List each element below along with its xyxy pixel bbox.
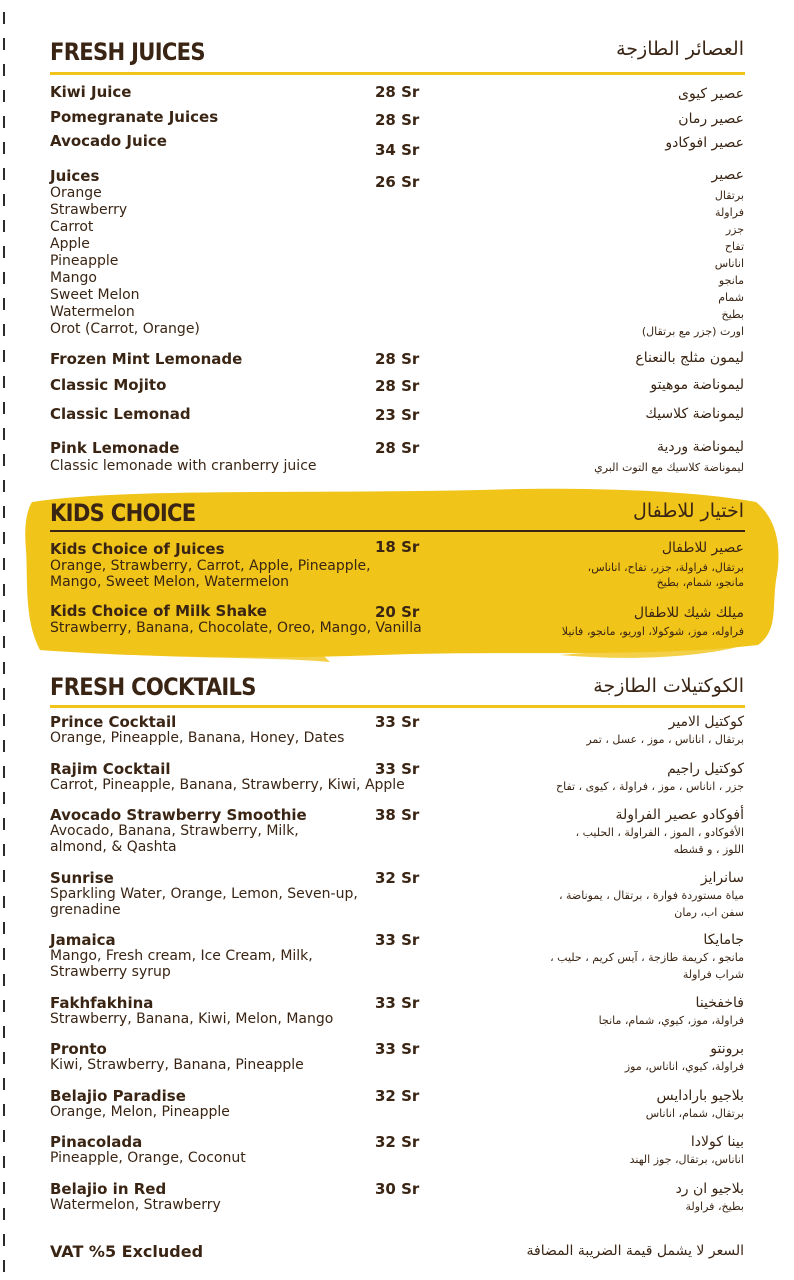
edge-tick [3,1026,5,1038]
vat-note-ar: السعر لا يشمل قيمة الضريبة المضافة [526,1243,744,1259]
juice-option: Orange [50,185,102,201]
edge-tick [3,428,5,440]
item-description-line: Orange, Melon, Pineapple [50,1104,230,1120]
edge-tick [3,350,5,362]
item-description-line: Strawberry syrup [50,964,171,980]
item-name-ar: بينا كولادا [690,1134,744,1150]
edge-tick [3,948,5,960]
item-price: 26 Sr [375,173,420,191]
edge-tick [3,1156,5,1168]
edge-tick [3,12,5,24]
juice-option-ar: تفاح [724,240,744,253]
juice-option: Mango [50,270,97,286]
item-name-ar: ليموناضة موهيتو [650,377,744,393]
edge-tick [3,116,5,128]
item-name: Jamaica [50,931,116,949]
edge-tick [3,974,5,986]
edge-tick [3,1052,5,1064]
item-name-ar: سانرايز [700,870,744,886]
item-description-line: Watermelon, Strawberry [50,1197,221,1213]
item-name: Kids Choice of Juices [50,540,225,558]
vat-note: VAT %5 Excluded [50,1242,204,1261]
edge-tick [3,740,5,752]
edge-tick [3,168,5,180]
edge-tick [3,38,5,50]
section-title-fresh-juices-ar: العصائر الطازجة [616,38,744,60]
item-name-ar: بلاجيو ان رد [675,1181,744,1197]
item-name: Classic Mojito [50,376,167,394]
item-name: Classic Lemonad [50,405,191,423]
section-divider [50,705,745,708]
item-price: 28 Sr [375,377,420,395]
edge-tick [3,246,5,258]
section-title-fresh-cocktails-ar: الكوكتيلات الطازجة [593,675,744,697]
item-name: Pomegranate Juices [50,108,219,126]
edge-tick [3,298,5,310]
juice-option: Orot (Carrot, Orange) [50,321,200,337]
item-description-ar-line: برتقال، فراولة، جزر، تفاح، اناناس، [587,561,744,574]
item-description-line: Sparkling Water, Orange, Lemon, Seven-up, [50,886,358,902]
juice-option-ar: اناناس [714,257,744,270]
juice-option-ar: بطيخ [721,308,744,321]
edge-tick [3,376,5,388]
edge-tick [3,90,5,102]
item-description-line: Kiwi, Strawberry, Banana, Pineapple [50,1057,304,1073]
edge-tick [3,324,5,336]
item-name: Pink Lemonade [50,439,180,457]
juice-option-ar: اورت (جزر مع برتقال) [641,325,744,338]
section-divider [50,72,745,75]
item-description-ar-line: فراولة، كيوي، اناناس، موز [624,1060,744,1073]
juice-option: Carrot [50,219,94,235]
item-name-ar: عصير رمان [678,111,744,127]
item-name: Pronto [50,1040,107,1058]
item-name-ar: ليموناضة وردية [657,439,744,455]
juice-option-ar: جزر [725,223,744,236]
edge-tick [3,1104,5,1116]
item-description-ar-line: مياة مستوردة فوارة ، برتقال ، يموناضة ، [558,889,744,902]
item-name: Sunrise [50,869,114,887]
item-price: 32 Sr [375,1133,420,1151]
item-price: 28 Sr [375,439,420,457]
edge-tick [3,818,5,830]
edge-tick [3,1208,5,1220]
edge-tick [3,1000,5,1012]
item-description-line: Strawberry, Banana, Kiwi, Melon, Mango [50,1011,334,1027]
item-description-line: almond, & Qashta [50,839,177,855]
item-name-ar: فاخفخينا [695,995,744,1011]
item-price: 20 Sr [375,603,420,621]
item-name: Rajim Cocktail [50,760,171,778]
item-price: 28 Sr [375,111,420,129]
item-name-ar: بلاجيو بارادايس [656,1088,744,1104]
item-name-ar: عصير افوكادو [665,135,744,151]
item-name: Prince Cocktail [50,713,177,731]
item-name: Belajio Paradise [50,1087,186,1105]
juice-option: Apple [50,236,90,252]
item-price: 33 Sr [375,1040,420,1058]
item-name-ar: عصير للاطفال [661,540,744,556]
edge-tick [3,64,5,76]
item-name: Juices [50,167,100,185]
item-description-ar-line: اللوز ، و قشطه [673,843,744,856]
edge-tick [3,870,5,882]
edge-tick [3,1078,5,1090]
edge-tick [3,1130,5,1142]
section-title-kids-choice: KIDS CHOICE [50,499,196,527]
edge-tick [3,454,5,466]
item-description-ar-line: سفن اب، رمان [674,906,744,919]
item-description-line: Orange, Strawberry, Carrot, Apple, Pineapple, [50,558,371,574]
juice-option: Sweet Melon [50,287,140,303]
section-title-fresh-cocktails: FRESH COCKTAILS [50,673,256,701]
item-name-ar: أفوكادو عصير الفراولة [615,807,744,823]
item-description-ar-line: جزر ، اناناس ، موز ، فراولة ، كيوى ، تفاح [556,780,744,793]
item-description-line: grenadine [50,902,121,918]
juice-option: Pineapple [50,253,119,269]
item-name: Kiwi Juice [50,83,132,101]
item-name: Belajio in Red [50,1180,167,1198]
item-name: Avocado Juice [50,132,167,150]
juice-option-ar: مانجو [718,274,744,287]
item-name-ar: كوكتيل الامير [668,714,744,730]
item-price: 33 Sr [375,713,420,731]
edge-tick [3,766,5,778]
item-name-ar: عصير [711,167,744,183]
item-price: 34 Sr [375,141,420,159]
item-price: 32 Sr [375,1087,420,1105]
item-description-ar-line: برتقال ، اناناس ، موز ، عسل ، تمر [586,733,744,746]
edge-tick [3,220,5,232]
edge-tick [3,1260,5,1272]
item-description-ar-line: بطيخ، فراولة [685,1200,744,1213]
item-name: Avocado Strawberry Smoothie [50,806,307,824]
item-description-line: Strawberry, Banana, Chocolate, Oreo, Mango, Vanilla [50,620,422,636]
section-title-kids-choice-ar: اختيار للاطفال [633,500,744,522]
item-description-line: Pineapple, Orange, Coconut [50,1150,246,1166]
edge-tick [3,688,5,700]
item-name-ar: ليموناضة كلاسيك [645,406,744,422]
item-description-line: Mango, Fresh cream, Ice Cream, Milk, [50,948,313,964]
item-name: Frozen Mint Lemonade [50,350,243,368]
item-description-ar-line: الأفوكادو ، الموز ، الفراولة ، الحليب ، [575,826,744,839]
item-price: 28 Sr [375,350,420,368]
item-description-line: Carrot, Pineapple, Banana, Strawberry, Kiwi, Apple [50,777,405,793]
item-price: 33 Sr [375,931,420,949]
item-description-line: Orange, Pineapple, Banana, Honey, Dates [50,730,345,746]
section-title-fresh-juices: FRESH JUICES [50,38,205,66]
item-description-line: Avocado, Banana, Strawberry, Milk, [50,823,299,839]
edge-tick [3,194,5,206]
edge-tick [3,896,5,908]
section-divider [50,530,745,532]
edge-tick [3,792,5,804]
item-price: 30 Sr [375,1180,420,1198]
edge-tick [3,1234,5,1246]
edge-tick [3,1182,5,1194]
juice-options-list [50,185,200,338]
edge-tick [3,922,5,934]
edge-tick [3,844,5,856]
item-price: 18 Sr [375,538,420,556]
juice-option: Strawberry [50,202,128,218]
item-name-ar: ميلك شيك للاطفال [633,605,744,621]
item-name-ar: برونتو [710,1041,744,1057]
item-price: 38 Sr [375,806,420,824]
item-description-line: Mango, Sweet Melon, Watermelon [50,574,290,590]
item-name: Kids Choice of Milk Shake [50,602,267,620]
juice-option-ar: برتقال [714,189,744,202]
item-description-ar-line: مانجو ، كريمة طازجة ، آيس كريم ، حليب ، [550,951,744,964]
juice-option: Watermelon [50,304,135,320]
item-price: 32 Sr [375,869,420,887]
item-description-ar-line: برتقال، شمام، اناناس [645,1107,744,1120]
edge-tick [3,714,5,726]
item-name-ar: عصير كيوى [678,86,744,102]
item-description-ar-line: اناناس، برتقال، جوز الهند [629,1153,744,1166]
item-description-ar-line: مانجو، شمام، بطيخ [656,576,744,589]
item-description-ar-line: فراوله، موز، شوكولا، اوريو، مانجو، فانيلا [561,625,744,638]
item-price: 33 Sr [375,994,420,1012]
item-price: 28 Sr [375,83,420,101]
edge-tick [3,142,5,154]
juice-option-ar: فراولة [715,206,744,219]
edge-tick [3,272,5,284]
item-name-ar: جامايكا [703,932,744,948]
item-name: Pinacolada [50,1133,143,1151]
item-description: Classic lemonade with cranberry juice [50,458,317,474]
item-description-ar-line: فراولة، موز، كيوي، شمام، مانجا [598,1014,744,1027]
juice-option-ar: شمام [718,291,744,304]
item-description-ar-line: شراب فراولة [682,968,744,981]
item-name-ar: ليمون مثلج بالنعناع [635,350,744,366]
juice-options-list-ar [642,187,744,340]
item-name-ar: كوكتيل راجيم [667,761,744,777]
item-price: 23 Sr [375,406,420,424]
item-name: Fakhfakhina [50,994,154,1012]
item-description-ar: ليموناضة كلاسيك مع التوت البري [594,461,744,474]
item-price: 33 Sr [375,760,420,778]
edge-tick [3,402,5,414]
